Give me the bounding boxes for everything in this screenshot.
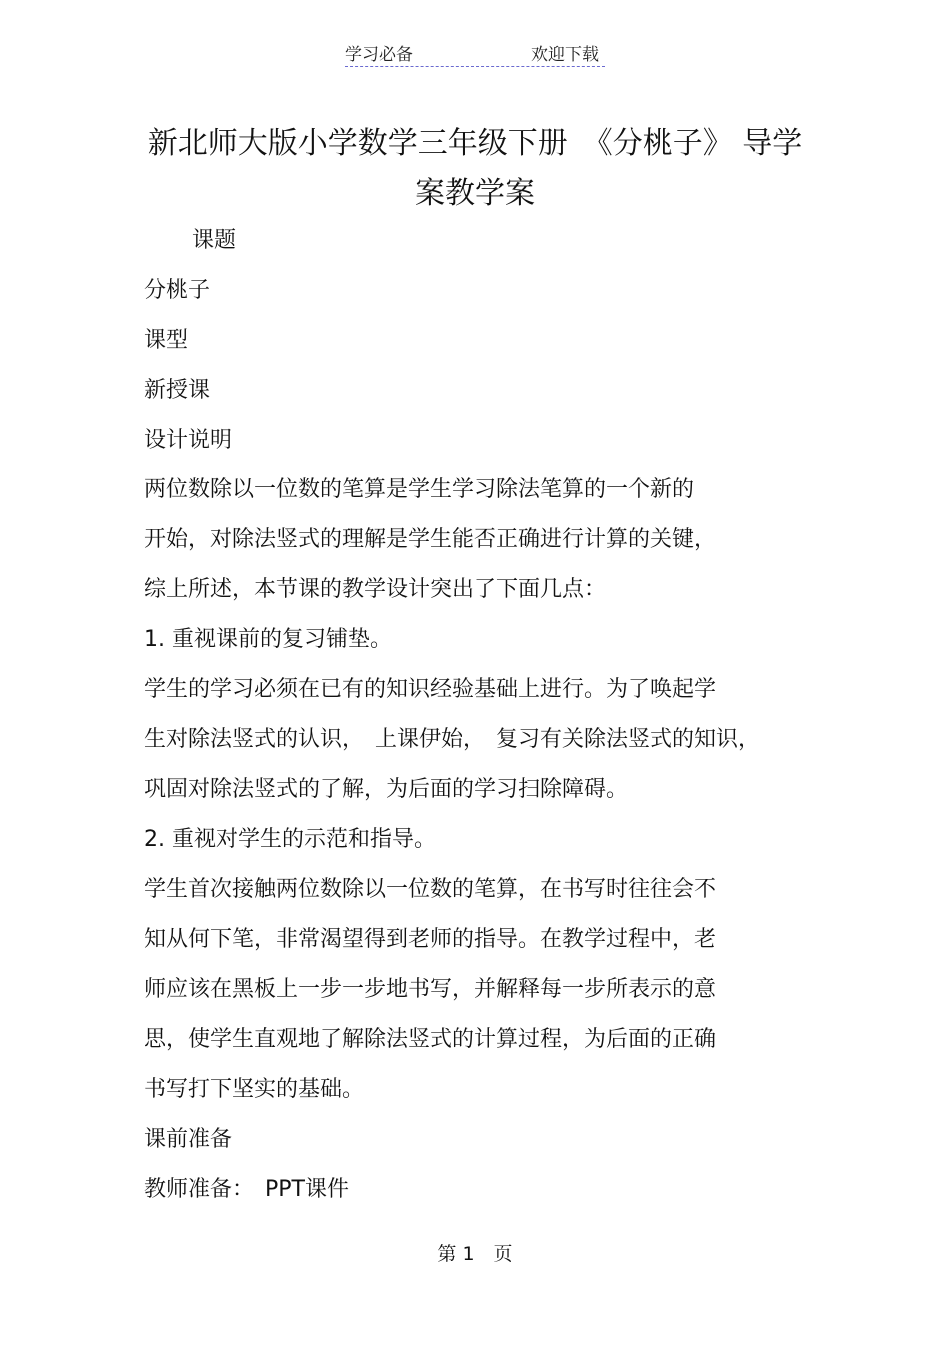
paragraph-line: 思，使学生直观地了解除法竖式的计算过程，为后面的正确 — [144, 1027, 717, 1052]
value-lesson-type: 新授课 — [144, 378, 211, 403]
document-title-line-2: 案教学案 — [415, 176, 535, 211]
value-lesson-topic: 分桃子 — [144, 278, 211, 303]
point-heading-1: 1. 重视课前的复习铺垫。 — [144, 627, 392, 652]
paragraph-line: 知从何下笔，非常渴望得到老师的指导。在教学过程中，老 — [144, 927, 717, 952]
document-title-line-1: 新北师大版小学数学三年级下册 《分桃子》 导学 — [147, 126, 803, 161]
paragraph-line: 综上所述，本节课的教学设计突出了下面几点： — [144, 577, 607, 602]
paragraph-line: 学生首次接触两位数除以一位数的笔算，在书写时往往会不 — [144, 877, 717, 902]
paragraph-line: 师应该在黑板上一步一步地书写，并解释每一步所表示的意 — [144, 977, 717, 1002]
paragraph-line: 巩固对除法竖式的了解，为后面的学习扫除障碍。 — [144, 777, 629, 802]
teacher-preparation: 教师准备： PPT课件 — [144, 1177, 349, 1202]
point-heading-2: 2. 重视对学生的示范和指导。 — [144, 827, 436, 852]
paragraph-line: 学生的学习必须在已有的知识经验基础上进行。为了唤起学 — [144, 677, 717, 702]
header-right-text: 欢迎下载 — [531, 45, 599, 65]
label-lesson-topic: 课题 — [170, 228, 237, 253]
label-design-notes: 设计说明 — [144, 428, 233, 453]
label-lesson-type: 课型 — [144, 328, 189, 353]
page-header — [345, 40, 605, 67]
paragraph-line: 两位数除以一位数的笔算是学生学习除法笔算的一个新的 — [144, 477, 695, 502]
page-number: 第 1 页 — [437, 1243, 513, 1265]
header-left-text: 学习必备 — [345, 45, 413, 65]
label-preparation: 课前准备 — [144, 1127, 233, 1152]
paragraph-line: 生对除法竖式的认识， 上课伊始， 复习有关除法竖式的知识， — [144, 727, 761, 752]
paragraph-line: 开始，对除法竖式的理解是学生能否正确进行计算的关键， — [144, 527, 717, 552]
paragraph-line: 书写打下坚实的基础。 — [144, 1077, 365, 1102]
